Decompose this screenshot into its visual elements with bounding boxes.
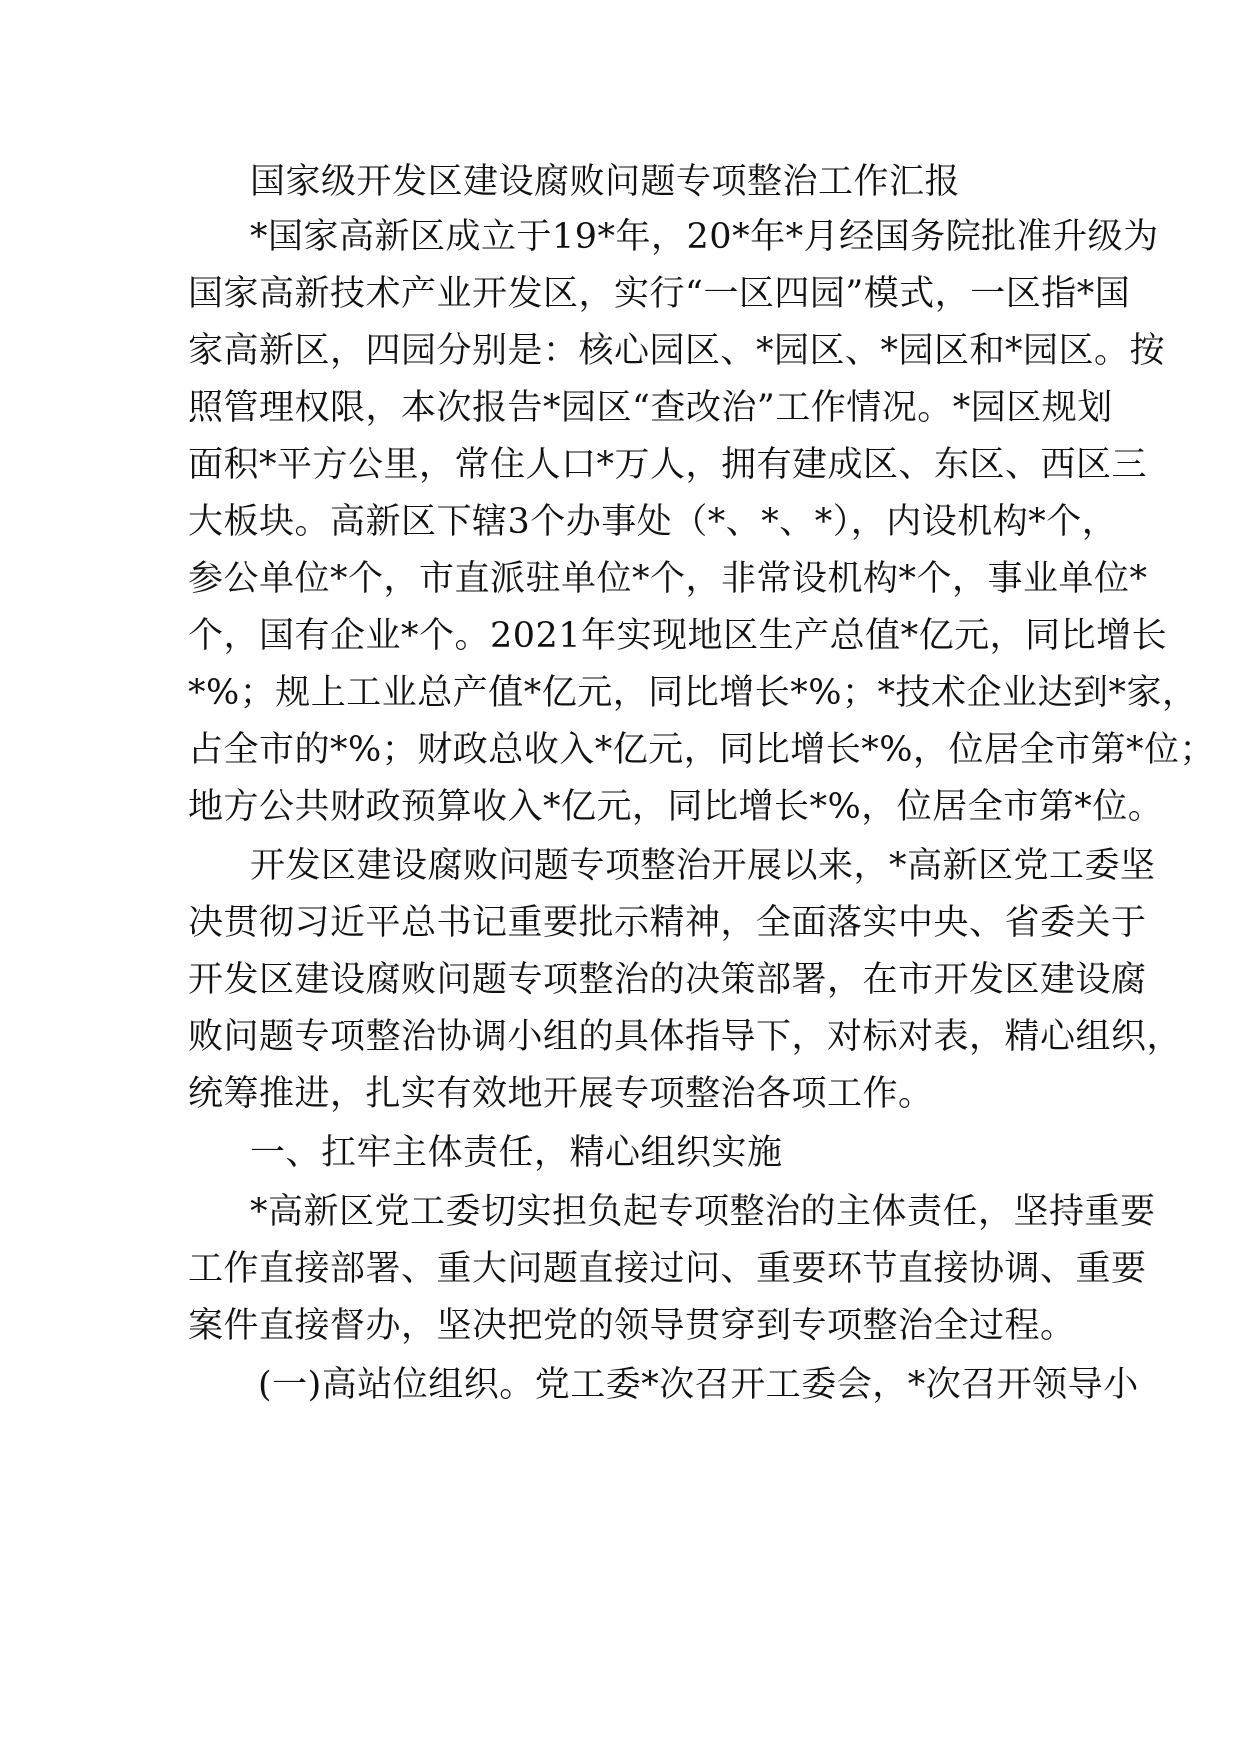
paragraph-line: 参公单位*个，市直派驻单位*个，非常设机构*个，事业单位* — [188, 559, 1148, 599]
paragraph-line: 国家高新技术产业开发区，实行“一区四园”模式，一区指*国 — [188, 274, 1131, 314]
paragraph-line: 家高新区，四园分别是：核心园区、*园区、*园区和*园区。按 — [188, 331, 1166, 371]
paragraph-line: *%；规上工业总产值*亿元，同比增长*%；*技术企业达到*家， — [188, 673, 1198, 713]
paragraph-line: 地方公共财政预算收入*亿元，同比增长*%，位居全市第*位。 — [188, 787, 1164, 827]
paragraph-line: 个，国有企业*个。2021年实现地区生产总值*亿元，同比增长 — [188, 616, 1168, 656]
paragraph-line: *国家高新区成立于19*年，20*年*月经国务院批准升级为 — [250, 217, 1159, 257]
paragraph-line: 开发区建设腐败问题专项整治开展以来，*高新区党工委坚 — [250, 846, 1156, 886]
paragraph-line: 占全市的*%；财政总收入*亿元，同比增长*%，位居全市第*位； — [188, 730, 1216, 770]
paragraph-line: 照管理权限，本次报告*园区“查改治”工作情况。*园区规划 — [188, 388, 1113, 428]
section-heading: 一、扛牢主体责任，精心组织实施 — [250, 1133, 783, 1173]
paragraph-line: 开发区建设腐败问题专项整治的决策部署，在市开发区建设腐 — [188, 960, 1147, 1000]
subsection-line: (一)高站位组织。党工委*次召开工委会，*次召开领导小 — [258, 1365, 1139, 1405]
paragraph-line: 决贯彻习近平总书记重要批示精神，全面落实中央、省委关于 — [188, 903, 1147, 943]
paragraph-line: 案件直接督办，坚决把党的领导贯穿到专项整治全过程。 — [188, 1306, 1076, 1346]
paragraph-line: 工作直接部署、重大问题直接过问、重要环节直接协调、重要 — [188, 1249, 1147, 1289]
document-title: 国家级开发区建设腐败问题专项整治工作汇报 — [250, 162, 961, 202]
paragraph-line: 统筹推进，扎实有效地开展专项整治各项工作。 — [188, 1074, 934, 1114]
paragraph-line: *高新区党工委切实担负起专项整治的主体责任，坚持重要 — [250, 1192, 1156, 1232]
paragraph-line: 面积*平方公里，常住人口*万人，拥有建成区、东区、西区三 — [188, 445, 1148, 485]
paragraph-line: 败问题专项整治协调小组的具体指导下，对标对表，精心组织， — [188, 1017, 1183, 1057]
paragraph-line: 大板块。高新区下辖3个办事处（*、*、*），内设机构*个， — [188, 502, 1118, 542]
